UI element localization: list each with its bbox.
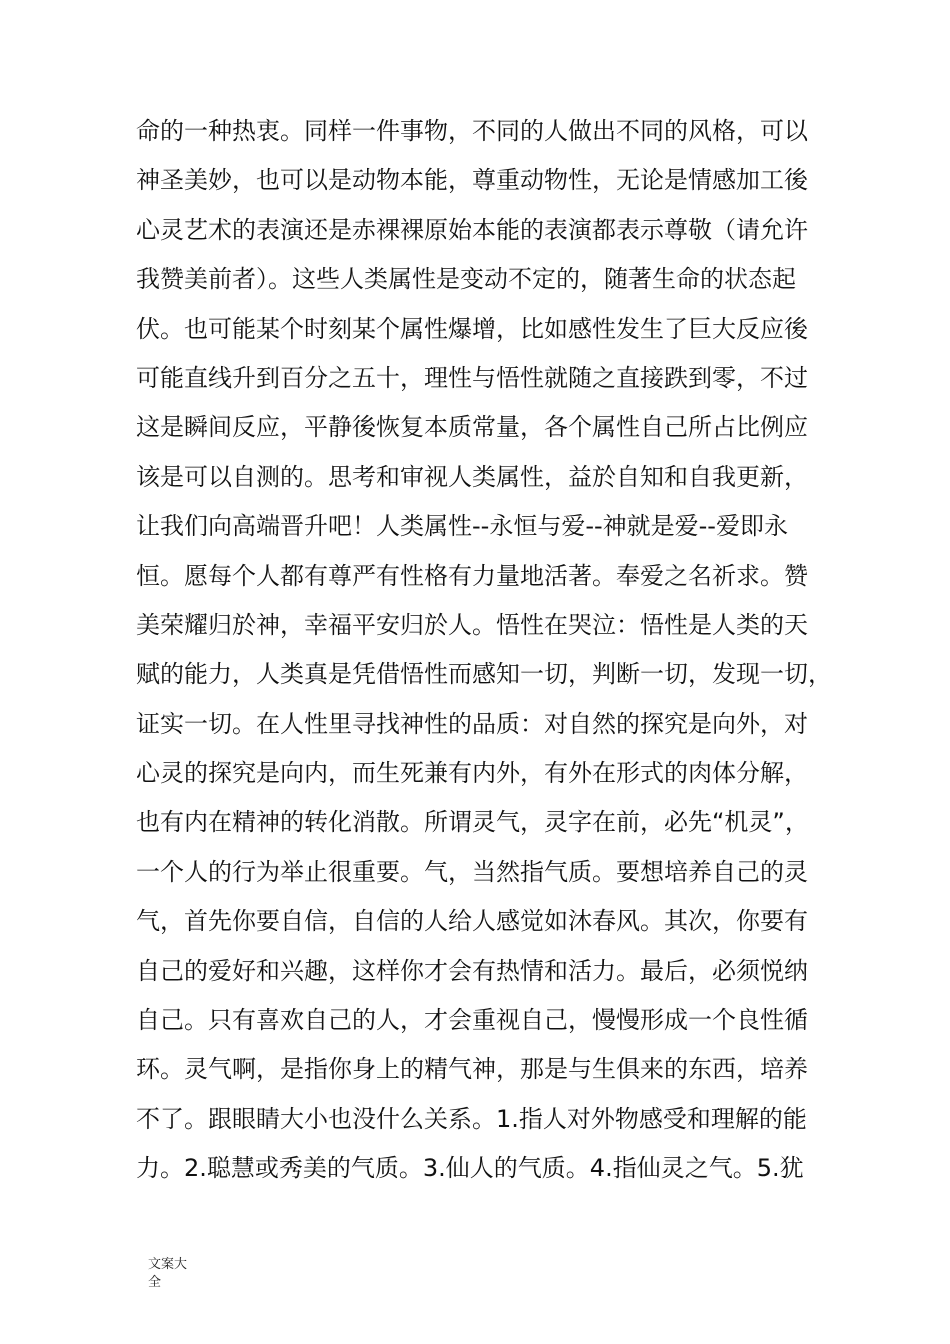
text-line: 伏。也可能某个时刻某个属性爆增，比如感性发生了巨大反应後	[136, 314, 808, 343]
text-line: 心灵艺术的表演还是赤裸裸原始本能的表演都表示尊敬（请允许	[136, 215, 808, 244]
text-line: 神圣美妙，也可以是动物本能，尊重动物性，无论是情感加工後	[136, 166, 808, 195]
text-line: 证实一切。在人性里寻找神性的品质：对自然的探究是向外，对	[136, 709, 808, 738]
footer-label	[148, 1256, 208, 1292]
text-line: 让我们向高端晋升吧！人类属性--永恒与爱--神就是爱--爱即永	[136, 512, 788, 541]
text-line: 赋的能力，人类真是凭借悟性而感知一切，判断一切，发现一切，	[136, 660, 832, 689]
text-line: 可能直线升到百分之五十，理性与悟性就随之直接跌到零，不过	[136, 363, 808, 392]
text-line: 一个人的行为举止很重要。气，当然指气质。要想培养自己的灵	[136, 857, 808, 886]
text-line: 气，首先你要自信，自信的人给人感觉如沐春风。其次，你要有	[136, 907, 808, 936]
text-line: 恒。愿每个人都有尊严有性格有力量地活著。奉爱之名祈求。赞	[136, 561, 808, 590]
text-line: 不了。跟眼睛大小也没什么关系。1.指人对外物感受和理解的能	[136, 1104, 807, 1133]
text-line: 环。灵气啊，是指你身上的精气神，那是与生俱来的东西，培养	[136, 1055, 808, 1084]
text-line: 命的一种热衷。同样一件事物，不同的人做出不同的风格，可以	[136, 117, 808, 145]
text-line: 这是瞬间反应，平静後恢复本质常量，各个属性自己所占比例应	[136, 413, 808, 442]
footer-label-line: 文案大	[148, 1257, 188, 1272]
body-text	[136, 107, 836, 1194]
text-line: 也有内在精神的转化消散。所谓灵气，灵字在前，必先“机灵”，	[136, 808, 809, 837]
text-line: 力。2.聪慧或秀美的气质。3.仙人的气质。4.指仙灵之气。5.犹	[136, 1154, 804, 1183]
text-line: 美荣耀归於神，幸福平安归於人。悟性在哭泣：悟性是人类的天	[136, 610, 808, 639]
text-line: 我赞美前者）。这些人类属性是变动不定的，随著生命的状态起	[136, 265, 796, 294]
text-line: 心灵的探究是向内，而生死兼有内外，有外在形式的肉体分解，	[136, 759, 808, 788]
text-line: 自己的爱好和兴趣，这样你才会有热情和活力。最后，必须悦纳	[136, 956, 808, 985]
text-line: 该是可以自测的。思考和审视人类属性，益於自知和自我更新，	[136, 462, 808, 491]
text-line: 自己。只有喜欢自己的人，才会重视自己，慢慢形成一个良性循	[136, 1006, 808, 1035]
footer-label-line: 全	[148, 1275, 162, 1290]
